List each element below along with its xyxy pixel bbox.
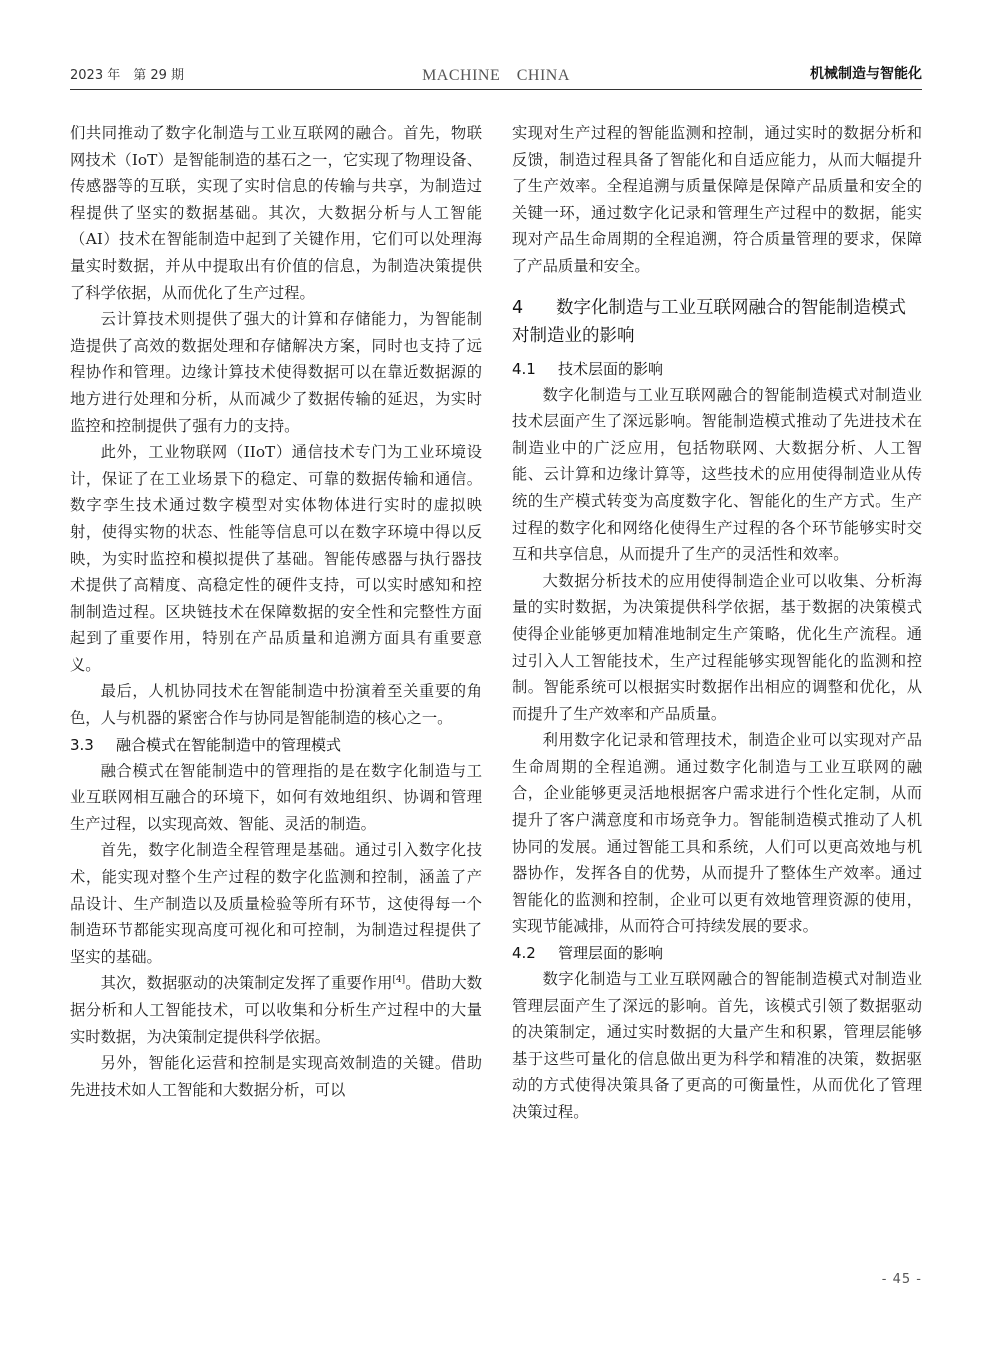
paragraph: 首先，数字化制造全程管理是基础。通过引入数字化技术，能实现对整个生产过程的数字化监测和控制，涵盖了产品设计、生产制造以及质量检验等所有环节，这使得每一个制造环节都能实现高度可视化和可控制，为制造过程提供了坚实的基础。 [70,841,482,966]
section-heading-4-1 [512,356,922,382]
citation-ref[interactable]: [4] [392,975,406,986]
journal-name: MACHINE CHINA [422,67,570,84]
right-column [512,120,922,1126]
paragraph: 融合模式在智能制造中的管理指的是在数字化制造与工业互联网相互融合的环境下，如何有效地组织、协调和管理生产过程，以实现高效、智能、灵活的制造。 [70,761,482,833]
paragraph: 利用数字化记录和管理技术，制造企业可以实现对产品生命周期的全程追溯。通过数字化制造与工业互联网的融合，企业能够更灵活地根据客户需求进行个性化定制，从而提升了客户满意度和市场竞争力。智能制造模式推动了人机协同的发展。通过智能工具和系统，人们可以更高效地与机器协作，发挥各自的优势，从而提升了整体生产效率。通过智能化的监测和控制，企业可以更有效地管理资源的使用，实现节能减排，从而符合可持续发展的要求。 [512,731,922,936]
paragraph: 大数据分析技术的应用使得制造企业可以收集、分析海量的实时数据，为决策提供科学依据，基于数据的决策模式使得企业能够更加精准地制定生产策略，优化生产流程。通过引入人工智能技术，生产过程能够实现智能化的监测和控制。智能系统可以根据实时数据作出相应的调整和优化，从而提升了生产效率和产品质量。 [512,571,922,723]
paragraph: 最后，人机协同技术在智能制造中扮演着至关重要的角色，人与机器的紧密合作与协同是智能制造的核心之一。 [70,682,482,728]
section-title: 融合模式在智能制造中的管理模式 [116,735,342,754]
section-heading-4-2 [512,940,922,966]
section-title: 技术层面的影响 [558,359,664,378]
paragraph: 数字化制造与工业互联网融合的智能制造模式对制造业管理层面产生了深远的影响。首先，该模式引领了数据驱动的决策制定，通过实时数据的大量产生和积累，管理层能够基于这些可量化的信息做出更为科学和精准的决策，数据驱动的方式使得决策具备了更高的可衡量性，从而优化了管理决策过程。 [512,970,922,1121]
paragraph: 实现对生产过程的智能监测和控制，通过实时的数据分析和反馈，制造过程具备了智能化和自适应能力，从而大幅提升了生产效率。全程追溯与质量保障是保障产品质量和安全的关键一环，通过数字化记录和管理生产过程中的数据，能实现对产品生命周期的全程追溯，符合质量管理的要求，保障了产品质量和安全。 [512,124,922,275]
section-title: 管理层面的影响 [558,944,664,963]
section-number: 4 [512,297,524,318]
paragraph: 们共同推动了数字化制造与工业互联网的融合。首先，物联网技术（IoT）是智能制造的基石之一，它实现了物理设备、传感器等的互联，实现了实时信息的传输与共享，为制造过程提供了坚实的数据基础。其次，大数据分析与人工智能（AI）技术在智能制造中起到了关键作用，它们可以处理海量实时数据，并从中提取出有价值的信息，为制造决策提供了科学依据，从而优化了生产过程。 [70,124,482,302]
paragraph-text: 。借助大数据分析和人工智能技术，可以收集和分析生产过程中的大量实时数据，为决策制定提供科学依据。 [70,974,482,1046]
page-header [70,62,922,86]
paragraph: 云计算技术则提供了强大的计算和存储能力，为智能制造提供了高效的数据处理和存储解决方案，同时也支持了远程协作和管理。边缘计算技术使得数据可以在靠近数据源的地方进行处理和分析，从而减少了数据传输的延迟，为实时监控和控制提供了强有力的支持。 [70,310,482,435]
paragraph [70,970,482,1050]
section-number: 4.1 [512,359,536,378]
header-rule [70,89,922,90]
section-number: 3.3 [70,735,94,754]
page-number: - 45 - [881,1272,922,1287]
paragraph-text: 其次，数据驱动的决策制定发挥了重要作用 [100,974,393,993]
section-number: 4.2 [512,944,536,963]
paragraph: 此外，工业物联网（IIoT）通信技术专门为工业环境设计，保证了在工业场景下的稳定、可靠的数据传输和通信。数字孪生技术通过数字模型对实体物体进行实时的虚拟映射，使得实物的状态、性能等信息可以在数字环境中得以反映，为实时监控和模拟提供了基础。智能传感器与执行器技术提供了高精度、高稳定性的硬件支持，可以实时感知和控制制造过程。区块链技术在保障数据的安全性和完整性方面起到了重要作用，特别在产品质量和追溯方面具有重要意义。 [70,443,482,674]
section-title: 数字化制造与工业互联网融合的智能制造模式对制造业的影响 [512,297,906,346]
left-column [70,120,482,1103]
section-name: 机械制造与智能化 [810,66,922,82]
paragraph: 另外，智能化运营和控制是实现高效制造的关键。借助先进技术如人工智能和大数据分析，可以 [70,1054,482,1099]
issue-label: 2023 年 第 29 期 [70,68,185,83]
section-heading-4 [512,294,922,350]
section-heading-3-3 [70,732,482,758]
paragraph: 数字化制造与工业互联网融合的智能制造模式对制造业技术层面产生了深远影响。智能制造模式推动了先进技术在制造业中的广泛应用，包括物联网、大数据分析、人工智能、云计算和边缘计算等，这些技术的应用使得制造业从传统的生产模式转变为高度数字化、智能化的生产方式。生产过程的数字化和网络化使得生产过程的各个环节能够实时交互和共享信息，从而提升了生产的灵活性和效率。 [512,385,922,564]
